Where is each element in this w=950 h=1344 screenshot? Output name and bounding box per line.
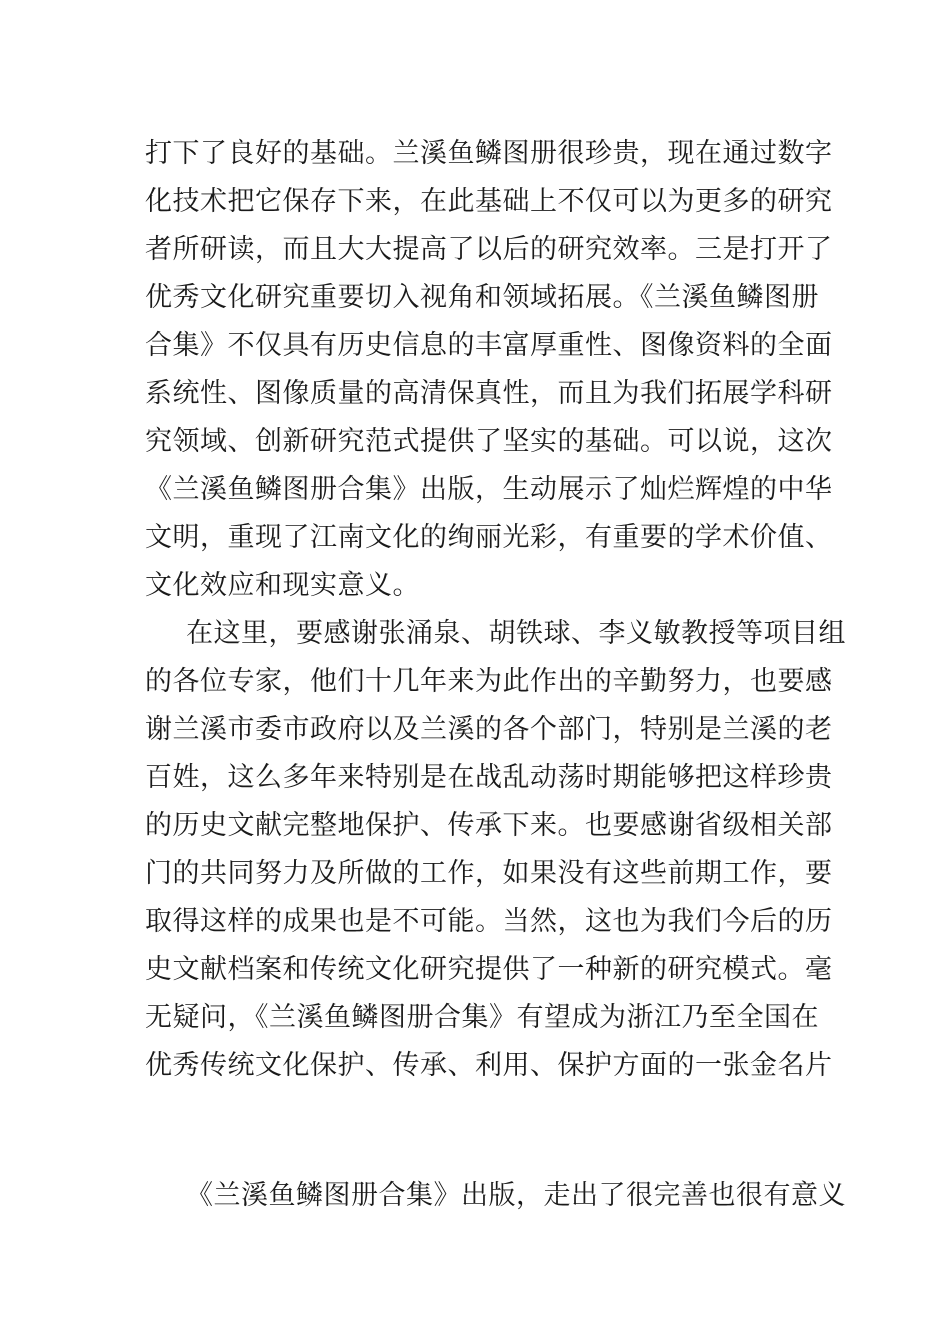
text-line: 究领域、创新研究范式提供了坚实的基础。可以说，这次 bbox=[145, 426, 833, 457]
text-line: 谢兰溪市委市政府以及兰溪的各个部门，特别是兰溪的老 bbox=[145, 714, 833, 745]
text-line: 的历史文献完整地保护、传承下来。也要感谢省级相关部 bbox=[145, 810, 833, 841]
text-line: 在这里，要感谢张涌泉、胡铁球、李义敏教授等项目组 bbox=[186, 618, 846, 649]
text-line: 的各位专家，他们十几年来为此作出的辛勤努力，也要感 bbox=[145, 666, 833, 697]
text-line: 取得这样的成果也是不可能。当然，这也为我们今后的历 bbox=[145, 906, 833, 937]
text-line: 优秀传统文化保护、传承、利用、保护方面的一张金名片 bbox=[145, 1050, 833, 1081]
text-line: 化技术把它保存下来，在此基础上不仅可以为更多的研究 bbox=[145, 186, 833, 217]
text-line: 门的共同努力及所做的工作，如果没有这些前期工作，要 bbox=[145, 858, 833, 889]
text-line: 打下了良好的基础。兰溪鱼鳞图册很珍贵，现在通过数字 bbox=[145, 138, 833, 169]
text-line: 者所研读，而且大大提高了以后的研究效率。三是打开了 bbox=[145, 234, 833, 265]
text-line: 合集》不仅具有历史信息的丰富厚重性、图像资料的全面 bbox=[145, 330, 833, 361]
text-line: 《兰溪鱼鳞图册合集》出版，走出了很完善也很有意义 bbox=[186, 1180, 846, 1211]
text-line: 系统性、图像质量的高清保真性，而且为我们拓展学科研 bbox=[145, 378, 833, 409]
text-line: 优秀文化研究重要切入视角和领域拓展。《兰溪鱼鳞图册 bbox=[145, 282, 819, 313]
text-line: 百姓，这么多年来特别是在战乱动荡时期能够把这样珍贵 bbox=[145, 762, 833, 793]
text-line: 史文献档案和传统文化研究提供了一种新的研究模式。毫 bbox=[145, 954, 833, 985]
text-line: 文明，重现了江南文化的绚丽光彩，有重要的学术价值、 bbox=[145, 522, 833, 553]
text-line: 无疑问，《兰溪鱼鳞图册合集》有望成为浙江乃至全国在 bbox=[145, 1002, 819, 1033]
text-line: 《兰溪鱼鳞图册合集》出版，生动展示了灿烂辉煌的中华 bbox=[145, 474, 833, 505]
text-line: 文化效应和现实意义。 bbox=[145, 570, 420, 601]
